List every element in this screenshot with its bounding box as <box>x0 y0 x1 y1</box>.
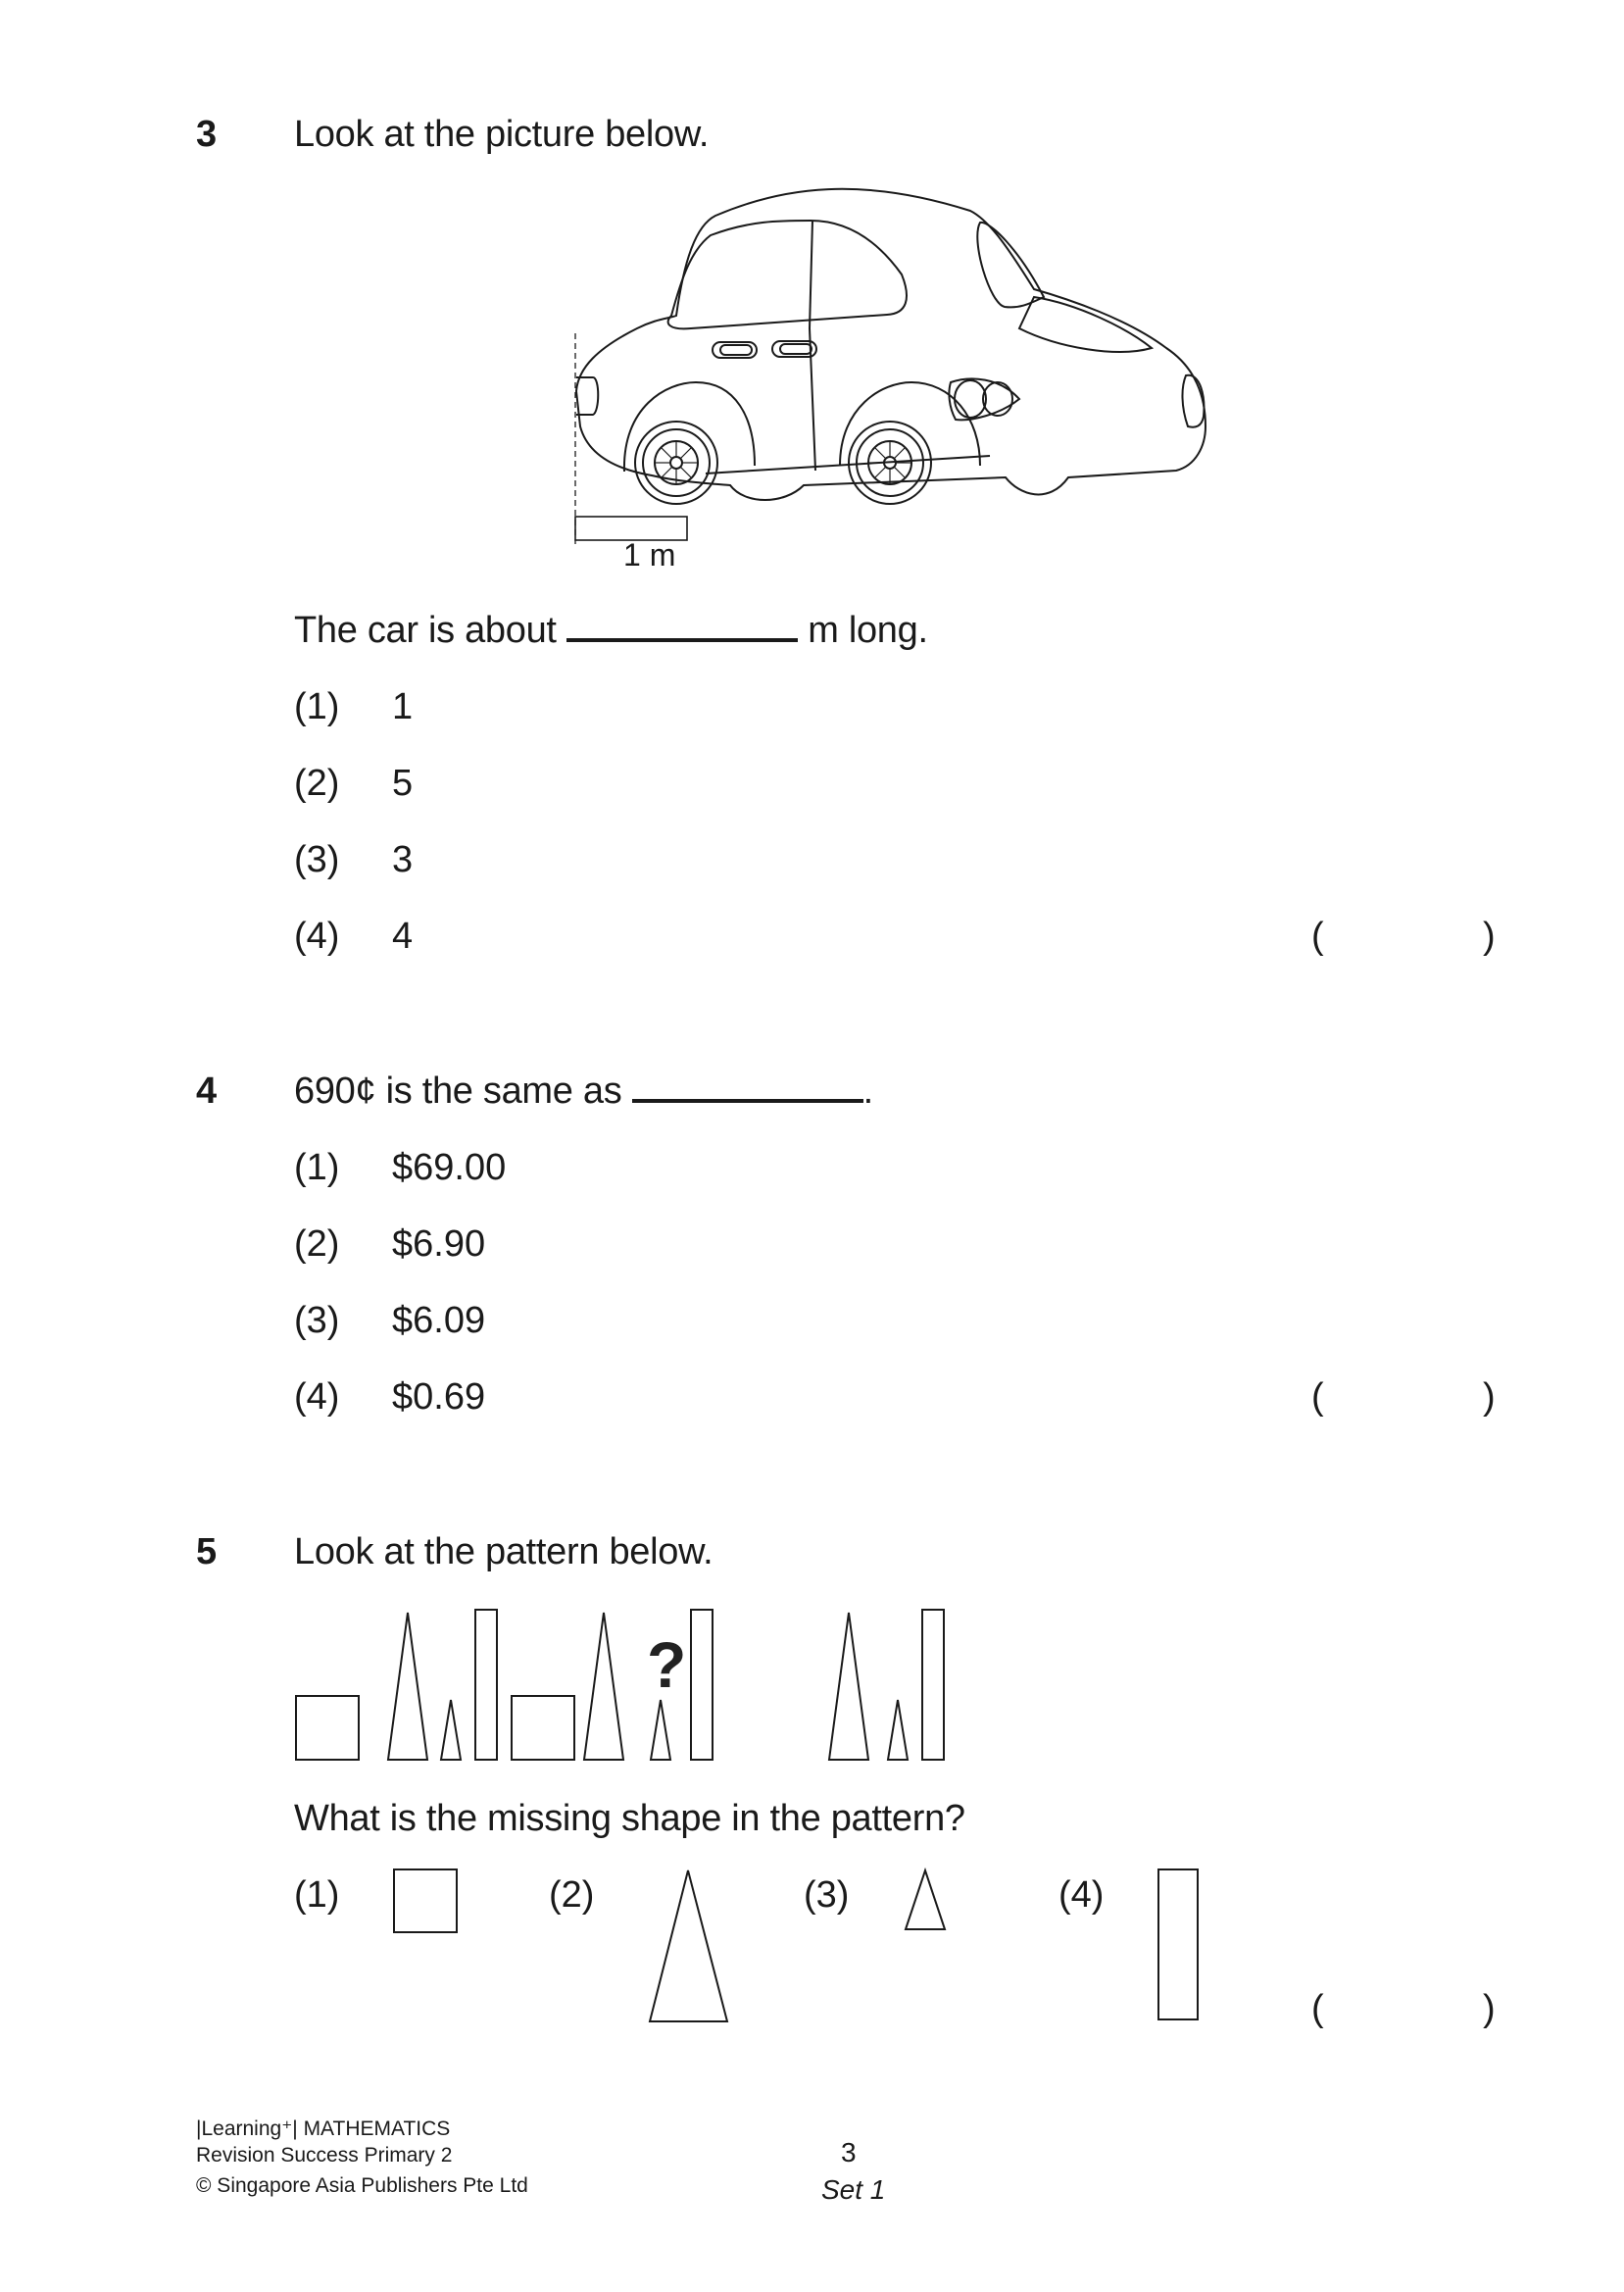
option-label: (3) <box>294 1300 340 1341</box>
question-number: 3 <box>196 114 218 155</box>
option-label: (4) <box>294 1376 340 1418</box>
answer-bracket-close: ) <box>1483 1376 1496 1418</box>
option-label: (2) <box>294 763 340 804</box>
option-label: (4) <box>1058 1874 1105 1916</box>
option-label: (1) <box>294 1874 340 1916</box>
option-square <box>392 1868 461 1936</box>
question-prompt <box>294 1071 873 1113</box>
option-label: (3) <box>294 839 340 880</box>
option-tall-rectangle <box>1156 1868 1202 2024</box>
option-label: (4) <box>294 916 340 957</box>
option-value: 4 <box>392 916 414 957</box>
scale-bar-label: 1 m <box>623 537 676 573</box>
option-small-triangle <box>904 1868 949 1932</box>
answer-bracket-open: ( <box>1311 1988 1324 2029</box>
question-sub-prompt: What is the missing shape in the pattern? <box>294 1798 965 1839</box>
prompt-after: . <box>862 1071 873 1112</box>
option-label: (1) <box>294 686 340 727</box>
page-number: 3 <box>841 2137 857 2167</box>
sentence-before: The car is about <box>294 610 557 651</box>
option-tall-triangle <box>647 1868 731 2024</box>
option-value: 1 <box>392 686 414 727</box>
option-label: (1) <box>294 1147 340 1188</box>
answer-box[interactable] <box>1333 1372 1480 1421</box>
missing-shape-marker: ? <box>647 1628 687 1701</box>
question-number: 5 <box>196 1531 218 1572</box>
question-number: 4 <box>196 1071 218 1112</box>
question-prompt: Look at the pattern below. <box>294 1531 714 1572</box>
option-value: $0.69 <box>392 1376 486 1418</box>
option-label: (2) <box>294 1223 340 1265</box>
answer-bracket-open: ( <box>1311 1376 1324 1418</box>
footer-title: Revision Success Primary 2 <box>196 2144 453 2167</box>
option-value: $6.09 <box>392 1300 486 1341</box>
set-label: Set 1 <box>821 2174 886 2205</box>
answer-box[interactable] <box>1333 912 1480 961</box>
answer-blank <box>566 611 798 642</box>
prompt-before: 690¢ is the same as <box>294 1071 622 1112</box>
option-value: 5 <box>392 763 414 804</box>
sentence-after: m long. <box>808 610 928 651</box>
answer-bracket-close: ) <box>1483 916 1496 957</box>
question-prompt: Look at the picture below. <box>294 114 710 155</box>
answer-box[interactable] <box>1333 1984 1480 2033</box>
shape-pattern-scaled <box>284 1598 1323 1765</box>
option-label: (3) <box>804 1874 850 1916</box>
answer-bracket-close: ) <box>1483 1988 1496 2029</box>
footer-series: |Learning⁺| MATHEMATICS <box>196 2118 451 2140</box>
answer-bracket-open: ( <box>1311 916 1324 957</box>
footer-copyright: © Singapore Asia Publishers Pte Ltd <box>196 2174 528 2197</box>
option-value: 3 <box>392 839 414 880</box>
option-value: $6.90 <box>392 1223 486 1265</box>
car-illustration <box>559 181 1245 593</box>
option-label: (2) <box>549 1874 595 1916</box>
option-value: $69.00 <box>392 1147 507 1188</box>
answer-blank <box>632 1071 863 1103</box>
question-sentence <box>294 610 928 652</box>
